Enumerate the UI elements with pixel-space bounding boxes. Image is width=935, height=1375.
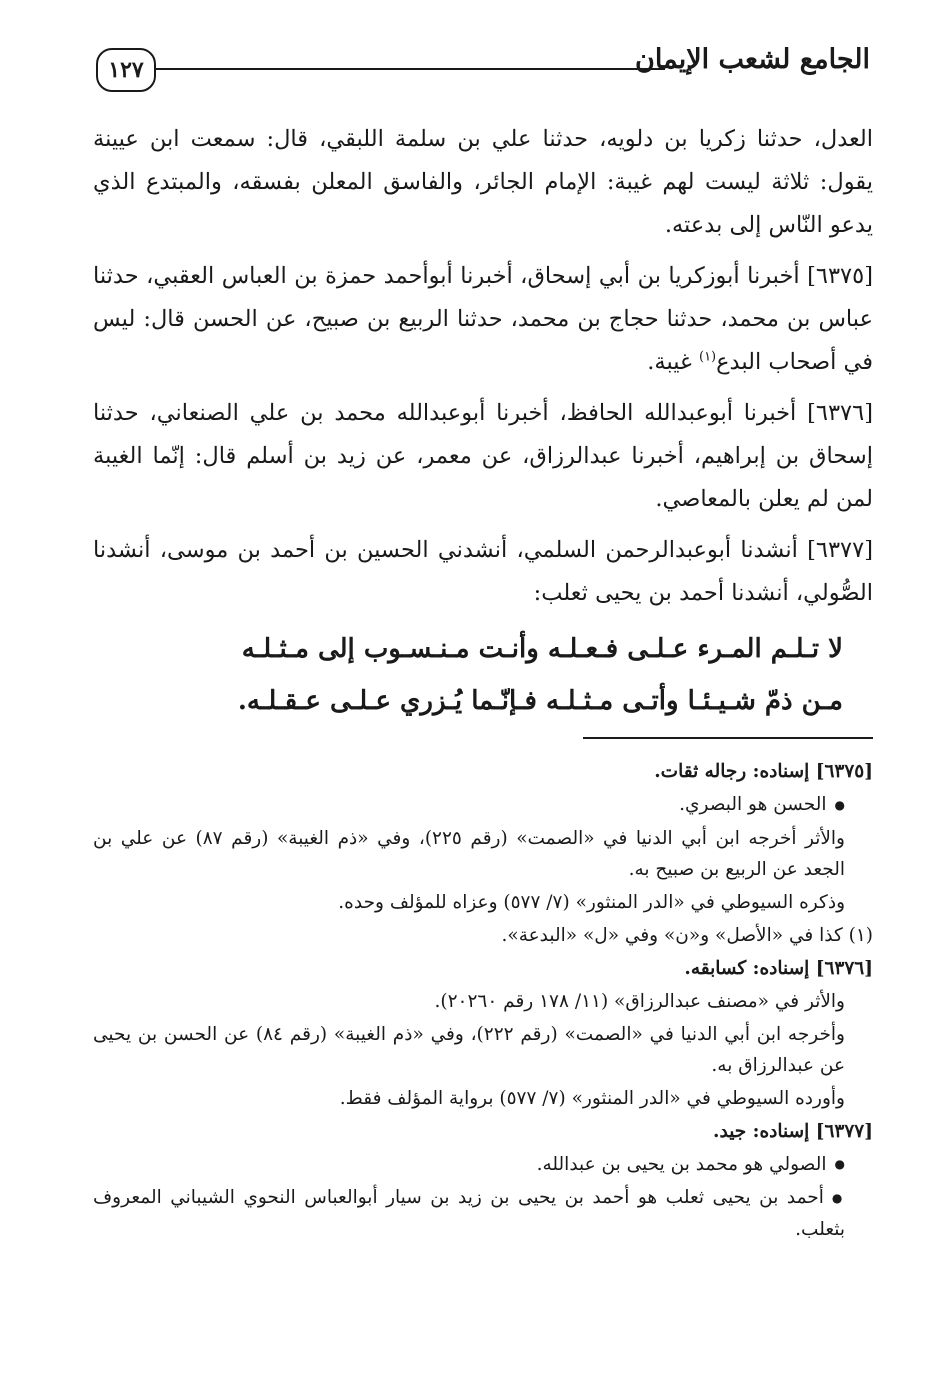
footnote-bullet: ● أحمد بن يحيى ثعلب هو أحمد بن يحيى بن زيد بن سيار أبوالعباس النحوي الشيباني المعروف بثعلب. bbox=[93, 1182, 873, 1245]
footnote-divider bbox=[583, 737, 873, 739]
footnote-line: وأورده السيوطي في «الدر المنثور» (٧/ ٥٧٧) برواية المؤلف فقط. bbox=[339, 1087, 845, 1109]
footnote-marker-1: (١) كذا في «الأصل» و«ن» وفي «ل» «البدعة». bbox=[501, 924, 873, 946]
poem bbox=[93, 623, 873, 727]
paragraph-intro: العدل، حدثنا زكريا بن دلويه، حدثنا علي بن سلمة اللبقي، قال: سمعت ابن عيينة يقول: ثلاثة ليست لهم غيبة: الإمام الجائر، والفاسق المعلن بفسقه، والمبتدع الذي يدعو النّاس إلى بدعته. bbox=[93, 126, 873, 238]
main-text bbox=[93, 118, 873, 727]
paragraph-6375-tail: غيبة. bbox=[647, 349, 699, 375]
book-title: الجامع لشعب الإيمان bbox=[635, 44, 870, 75]
footnote-lead: [٦٣٧٧] إسناده: جيد. bbox=[713, 1120, 873, 1142]
poem-verse-2: مـن ذمّ شـيـئـا وأتـى مـثـلـه فـإنّـما يُـزري عـلـى عـقـلـه. bbox=[237, 686, 843, 716]
header-rule bbox=[155, 68, 665, 70]
footnote-line: وأخرجه ابن أبي الدنيا في «الصمت» (رقم ٢٢٢)، وفي «ذم الغيبة» (رقم ٨٤) عن الحسن بن يحيى عن عبدالرزاق به. bbox=[93, 1023, 845, 1076]
footnotes bbox=[93, 756, 873, 1247]
paragraph-6375 bbox=[93, 255, 873, 384]
footnote-bullet: ● الصولي هو محمد بن يحيى بن عبدالله. bbox=[93, 1149, 873, 1181]
footnote-lead: [٦٣٧٥] إسناده: رجاله ثقات. bbox=[654, 761, 873, 782]
paragraph-6375-text: [٦٣٧٥] أخبرنا أبوزكريا بن أبي إسحاق، أخبرنا أبوأحمد حمزة بن العباس العقبي، حدثنا عباس بن محمد، حدثنا حجاج بن محمد، حدثنا الربيع بن صبيح، عن الحسن قال: ليس في أصحاب البدع bbox=[93, 263, 873, 375]
footnote-line: وذكره السيوطي في «الدر المنثور» (٧/ ٥٧٧) وعزاه للمؤلف وحده. bbox=[338, 891, 845, 913]
footnote-lead: [٦٣٧٦] إسناده: كسابقه. bbox=[684, 957, 873, 979]
footnote-line: والأثر في «مصنف عبدالرزاق» (١١/ ١٧٨ رقم ٢٠٢٦٠). bbox=[434, 990, 845, 1012]
paragraph-6376: [٦٣٧٦] أخبرنا أبوعبدالله الحافظ، أخبرنا أبوعبدالله محمد بن علي الصنعاني، حدثنا إسحاق بن إبراهيم، أخبرنا عبدالرزاق، عن معمر، عن زيد بن أسلم قال: إنّما الغيبة لمن لم يعلن بالمعاصي. bbox=[93, 400, 873, 512]
footnote-bullet: ● الحسن هو البصري. bbox=[93, 789, 873, 821]
page-number: ١٢٧ bbox=[96, 48, 156, 92]
poem-verse-1: لا تـلـم المـرء عـلـى فـعـلـه وأنـت مـنـسـوب إلى مـثـلـه bbox=[241, 634, 843, 664]
paragraph-6377: [٦٣٧٧] أنشدنا أبوعبدالرحمن السلمي، أنشدني الحسين بن أحمد بن موسى، أنشدنا الصُّولي، أنشدنا أحمد بن يحيى ثعلب: bbox=[93, 537, 873, 606]
footnote-reference[interactable]: (١) bbox=[698, 349, 717, 365]
footnote-line: والأثر أخرجه ابن أبي الدنيا في «الصمت» (رقم ٢٢٥)، وفي «ذم الغيبة» (رقم ٨٧) عن علي بن الجعد عن الربيع بن صبيح به. bbox=[93, 827, 845, 880]
page-header bbox=[90, 40, 870, 100]
